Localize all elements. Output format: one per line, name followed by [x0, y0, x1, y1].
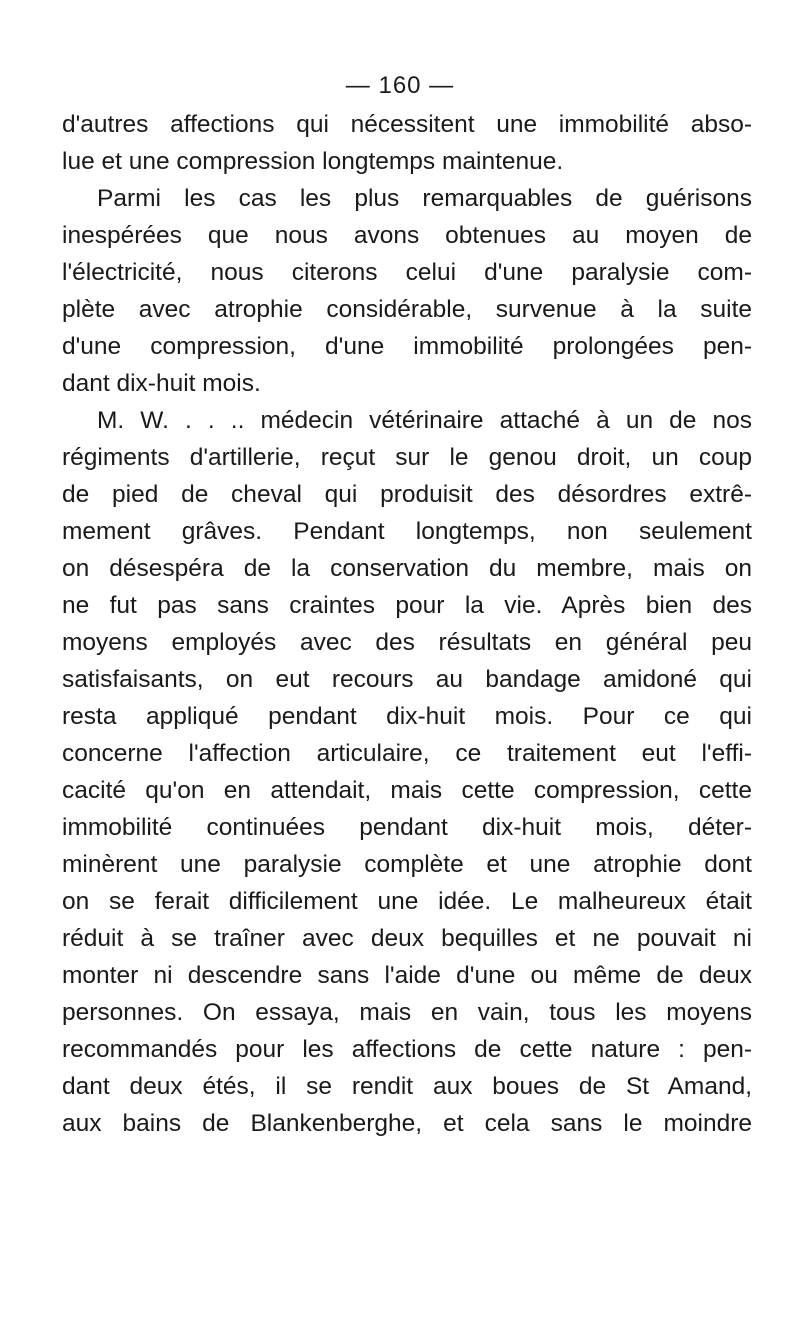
- text-line: d'une compression, d'une immobilité prolongées pen-: [62, 333, 752, 360]
- text-line: Parmi les cas les plus remarquables de guérisons: [97, 185, 752, 212]
- text-line: lue et une compression longtemps maintenue.: [62, 148, 564, 175]
- text-line: inespérées que nous avons obtenues au moyen de: [62, 222, 752, 249]
- text-line: minèrent une paralysie complète et une atrophie dont: [62, 851, 752, 878]
- text-line: d'autres affections qui nécessitent une immobilité abso-: [62, 111, 752, 138]
- text-line: satisfaisants, on eut recours au bandage amidoné qui: [62, 666, 752, 693]
- text-line: on se ferait difficilement une idée. Le malheureux était: [62, 888, 752, 915]
- text-line: de pied de cheval qui produisit des désordres extrê-: [62, 481, 752, 508]
- text-line: moyens employés avec des résultats en général peu: [62, 629, 752, 656]
- text-line: plète avec atrophie considérable, survenue à la suite: [62, 296, 752, 323]
- text-line: l'électricité, nous citerons celui d'une paralysie com-: [62, 259, 752, 286]
- text-line: concerne l'affection articulaire, ce traitement eut l'effi-: [62, 740, 752, 767]
- text-line: personnes. On essaya, mais en vain, tous les moyens: [62, 999, 752, 1026]
- text-line: dant dix-huit mois.: [62, 370, 261, 397]
- text-line: mement grâves. Pendant longtemps, non seulement: [62, 518, 752, 545]
- text-line: recommandés pour les affections de cette nature : pen-: [62, 1036, 752, 1063]
- text-line: M. W. . . .. médecin vétérinaire attaché à un de nos: [97, 407, 752, 434]
- text-line: cacité qu'on en attendait, mais cette compression, cette: [62, 777, 752, 804]
- text-line: ne fut pas sans craintes pour la vie. Après bien des: [62, 592, 752, 619]
- text-line: monter ni descendre sans l'aide d'une ou même de deux: [62, 962, 752, 989]
- text-line: on désespéra de la conservation du membre, mais on: [62, 555, 752, 582]
- text-line: réduit à se traîner avec deux bequilles et ne pouvait ni: [62, 925, 752, 952]
- text-line: resta appliqué pendant dix-huit mois. Pour ce qui: [62, 703, 752, 730]
- text-line: régiments d'artillerie, reçut sur le genou droit, un coup: [62, 444, 752, 471]
- text-line: aux bains de Blankenberghe, et cela sans le moindre: [62, 1110, 752, 1137]
- text-line: immobilité continuées pendant dix-huit mois, déter-: [62, 814, 752, 841]
- page-number: — 160 —: [345, 72, 455, 99]
- body-text: [62, 106, 752, 1142]
- text-line: dant deux étés, il se rendit aux boues de St Amand,: [62, 1073, 752, 1100]
